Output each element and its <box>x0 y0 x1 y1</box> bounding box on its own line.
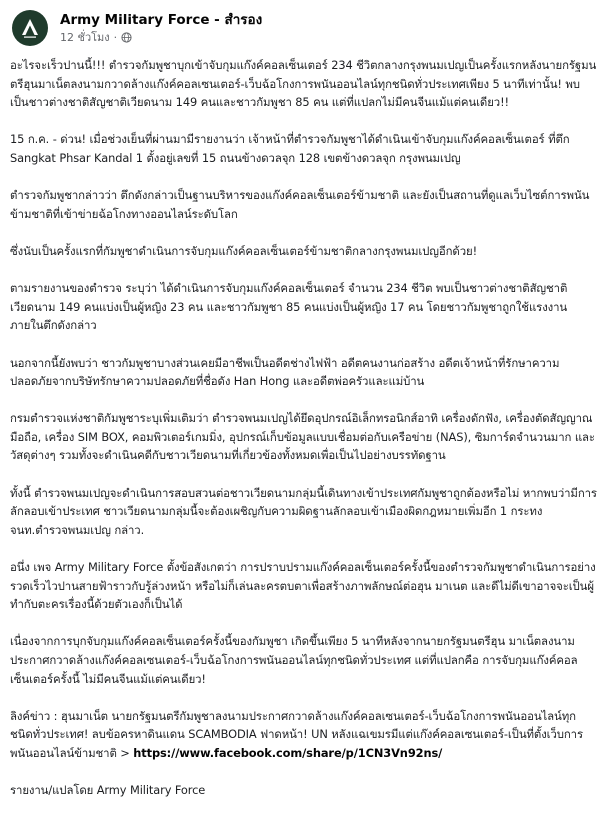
news-link[interactable]: https://www.facebook.com/share/p/1CN3Vn92ns/ <box>133 745 443 760</box>
post-paragraph-4: ซึ่งนับเป็นครั้งแรกที่กัมพูชาดำเนินการจับกุมแก๊งค์คอลเซ็นเตอร์ข้ามชาติกลางกรุงพนมเปญอีกด้วย! <box>10 243 478 258</box>
post-paragraph-7: กรมตำรวจแห่งชาติกัมพูชาระบุเพิ่มเติมว่า ตำรวจพนมเปญได้ยึดอุปกรณ์อิเล็กทรอนิกส์อาทิ เครื่องดักฟัง, เครื่องตัดสัญญาณมือถือ, เครื่อง SIM BOX, คอมพิวเตอร์เกมมิ่ง, อุปกรณ์เก็บข้อมูลแบบเชื่อมต่อกับเครือข่าย (NAS), ซิมการ์ดจำนวนมาก และวัสดุต่างๆ รวมทั้งจะดำเนินคดีกับชาวเวียดนามที่เกี่ยวข้องทั้งหมดเพื่อเป็นไปอย่างบรรทัดฐาน <box>10 411 595 463</box>
post-paragraph-1: อะไรจะเร็วปานนี้!!! ตำรวจกัมพูชาบุกเข้าจับกุมแก๊งค์คอลเซ็นเตอร์ 234 ชีวิตกลางกรุงพนมเปญเป็นครั้งแรกหลังนายกรัฐมนตรีฮุนมาเน็ตลงนามกวาดล้างแก๊งค์คอลเซนเตอร์-เว็บฉ้อโกงการพนันออนไลน์ทุกชนิดทั่วประเทศเพียง 5 นาทีเท่านั้น! พบเป็นชาวต่างชาติสัญชาติเวียดนาม 149 คนและชาวกัมพูชา 85 คน แต่ที่แปลกไม่มีคนจีนแม้แต่คนเดียว!! <box>10 58 597 110</box>
globe-icon <box>121 32 132 43</box>
post-paragraph-8: ทั้งนี้ ตำรวจพนมเปญจะดำเนินการสอบสวนต่อชาวเวียดนามกลุ่มนี้เดินทางเข้าประเทศกัมพูชาถูกต้องหรือไม่ หากพบว่ามีการลักลอบเข้าประเทศ ชาวเวียดนามกลุ่มนี้จะต้องเผชิญกับความผิดฐานลักลอบเข้าเมืองผิดกฎหมายเพิ่มอีก 1 กระทง จนท.ตำรวจพนมเปญ กล่าว. <box>10 485 597 537</box>
post-header-text <box>60 12 262 45</box>
news-link-caption: ลิงค์ข่าว : ฮุนมาเน็ต นายกรัฐมนตรีกัมพูชาลงนามประกาศกวาดล้างแก๊งค์คอลเซนเตอร์-เว็บฉ้อโกงการพนันออนไลน์ทุกชนิดทั่วประเทศ! ลบข้อครหาดินแดน SCAMBODIA ฟาดหน้า! UN หลังแฉเขมรมีแต่แก๊งค์คอลเซนเตอร์-เป็นที่ตั้งเว็บการพนันออนไลน์ข้ามชาติ > <box>10 708 584 760</box>
post-paragraph-12: รายงาน/แปลโดย Army Military Force <box>10 783 206 798</box>
page-avatar[interactable] <box>12 10 48 46</box>
meta-separator: · <box>113 30 118 44</box>
post-paragraph-6: นอกจากนี้ยังพบว่า ชาวกัมพูชาบางส่วนเคยมีอาชีพเป็นอดีตช่างไฟฟ้า อดีตคนงานก่อสร้าง อดีตเจ้าหน้าที่รักษาความปลอดภัยจากบริษัทรักษาความปลอดภัยที่ชื่อดัง Han Hong และอดีตพ่อครัวและแม่บ้าน <box>10 355 560 389</box>
army-logo-icon <box>18 16 42 40</box>
post-meta <box>60 30 262 45</box>
post-header <box>10 0 597 52</box>
post-paragraph-5: ตามรายงานของตำรวจ ระบุว่า ได้ดำเนินการจับกุมแก๊งค์คอลเซ็นเตอร์ จำนวน 234 ชีวิต พบเป็นชาวต่างชาติสัญชาติเวียดนาม 149 คนแบ่งเป็นผู้หญิง 23 คน และชาวกัมพูชา 85 คนแบ่งเป็นผู้หญิง 17 คน โดยชาวกัมพูชาถูกใช้แรงงานภายในตึกดังกล่าว <box>10 281 568 333</box>
post-paragraph-3: ตำรวจกัมพูชากล่าวว่า ตึกดังกล่าวเป็นฐานบริหารของแก๊งค์คอลเซ็นเตอร์ข้ามชาติ และยังเป็นสถานที่ดูแลเว็บไซต์การพนันข้ามชาติที่เข้าข่ายฉ้อโกงทางออนไลน์ระดับโลก <box>10 188 590 221</box>
post-body <box>10 56 597 800</box>
page-name[interactable]: Army Military Force - สำรอง <box>60 11 263 28</box>
post-paragraph-9: อนึ่ง เพจ Army Military Force ตั้งข้อสังเกตว่า การปราบปรามแก๊งค์คอลเซ็นเตอร์ครั้งนี้ของตำรวจกัมพูชาดำเนินการอย่างรวดเร็วไวปานสายฟ้าราวกับรู้ล่วงหน้า หรือไม่ก็เล่นละครตบตาเพื่อสร้างภาพลักษณ์ต่อฮุน มาเนต และดีไม่ดีเขาอาจจะเป็นผู้ทำกับตะครเรื่องนี้ด้วยตัวเองก็เป็นได้ <box>10 560 596 612</box>
post-paragraph-10: เนื่องจากการบุกจับกุมแก๊งค์คอลเซ็นเตอร์ครั้งนี้ของกัมพูชา เกิดขึ้นเพียง 5 นาทีหลังจากนายกรัฐมนตรีฮุน มาเน็ตลงนามประกาศกวาดล้างแก๊งค์คอลเซนเตอร์-เว็บฉ้อโกงการพนันออนไลน์ทุกชนิดทั่วประเทศ แต่ที่แปลกคือ การจับกุมแก๊งค์คอลเซ็นเตอร์ครั้งนี้ ไม่มีคนจีนแม้แต่คนเดียว! <box>10 634 578 686</box>
post-paragraph-11 <box>10 707 597 763</box>
post-paragraph-2: 15 ก.ค. - ด่วน! เมื่อช่วงเย็นที่ผ่านมามีรายงานว่า เจ้าหน้าที่ตำรวจกัมพูชาได้ดำเนินเข้าจับกุมแก๊งค์คอลเซ็นเตอร์ ที่ตึก Sangkat Phsar Kandal 1 ตั้งอยู่เลขที่ 15 ถนนข้างดวลจุก 128 เขตข้างดวลจุก กรุงพนมเปญ <box>10 132 570 165</box>
post-timestamp[interactable]: 12 ชั่วโมง <box>60 30 110 44</box>
